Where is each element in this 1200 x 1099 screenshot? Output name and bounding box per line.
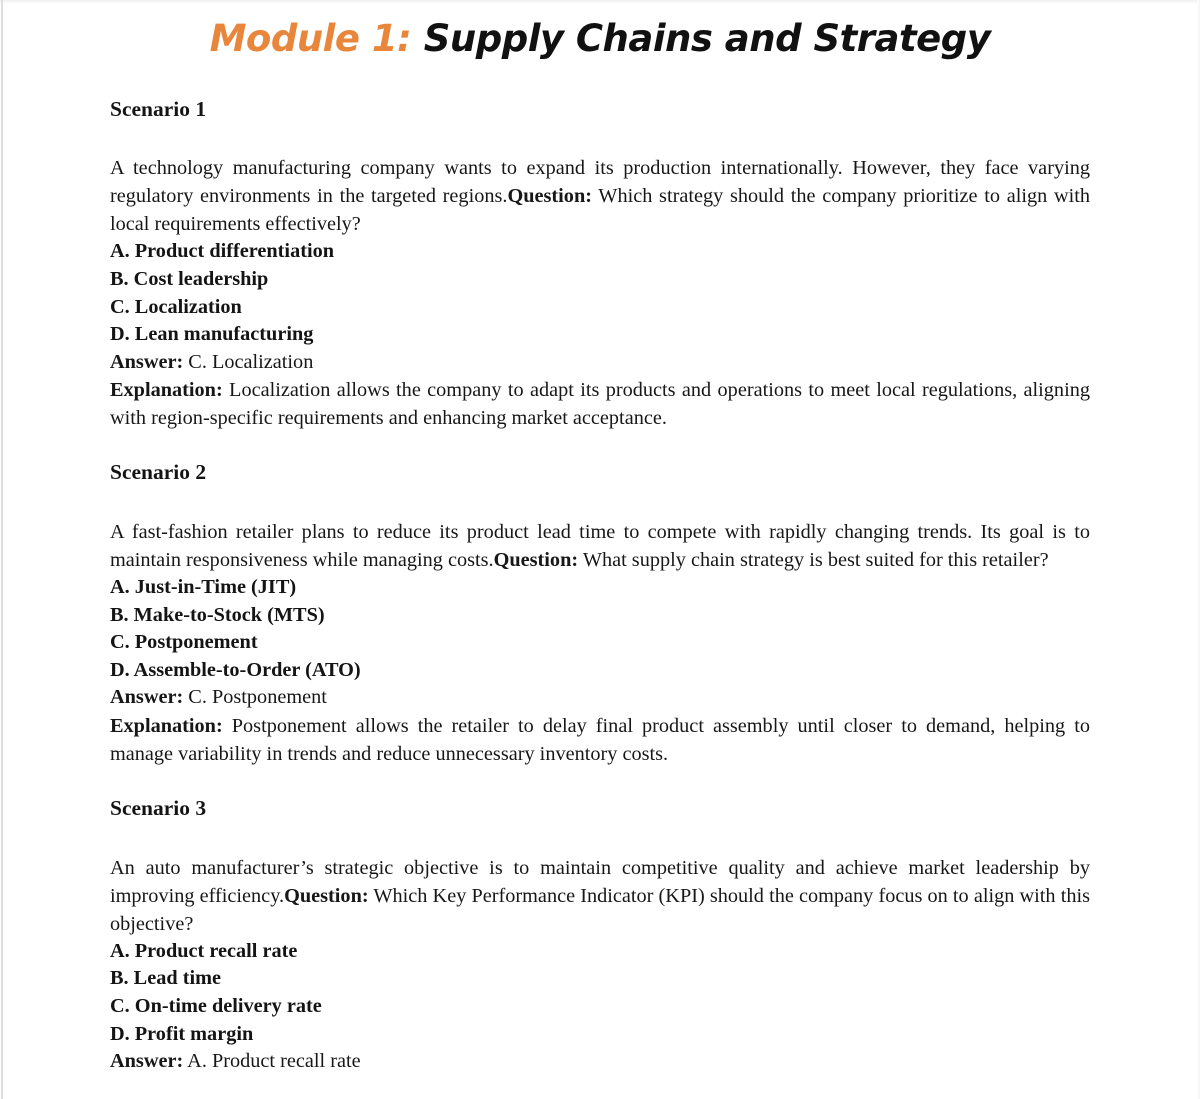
prompt-text-2: A fast-fashion retailer plans to reduce its product lead time to compete with rapidly changing trends. Its goal is to maintain responsiveness while managing costs. — [110, 521, 1090, 572]
question-text-2: What supply chain strategy is best suited for this retailer? — [578, 549, 1049, 572]
scenario-heading-1: Scenario 1 — [110, 96, 207, 121]
scenario-heading-2: Scenario 2 — [110, 460, 207, 485]
explanation-text-2: Postponement allows the retailer to delay final product assembly until closer to demand, helping to manage variability in trends and reduce unnecessary inventory costs. — [110, 715, 1090, 766]
page-left-edge — [1, 0, 3, 1099]
scenario-block-3 — [110, 768, 1090, 1076]
scenario-prompt-3 — [110, 854, 1090, 938]
explanation-text-1: Localization allows the company to adapt its products and operations to meet local regulations, aligning with region-specific requirements and enhancing market acceptance. — [110, 379, 1090, 430]
option-2-d[interactable]: D. Assemble-to-Order (ATO) — [110, 658, 361, 681]
document-content — [110, 0, 1090, 1099]
answer-label-2: Answer: — [110, 686, 184, 709]
option-1-c[interactable]: C. Localization — [110, 295, 242, 318]
option-1-b[interactable]: B. Cost leadership — [110, 267, 269, 290]
answer-line-2 — [110, 684, 1090, 712]
question-text-3: Which Key Performance Indicator (KPI) should the company focus on to align with this objective? — [110, 884, 1090, 935]
question-label-1: Question: — [507, 185, 592, 208]
option-1-a[interactable]: A. Product differentiation — [110, 240, 335, 263]
scenario-prompt-1 — [110, 154, 1090, 238]
title-main-text: Supply Chains and Strategy — [411, 17, 991, 60]
option-2-c[interactable]: C. Postponement — [110, 631, 258, 654]
option-3-a[interactable]: A. Product recall rate — [110, 939, 298, 962]
option-3-d[interactable]: D. Profit margin — [110, 1022, 254, 1045]
scenario-block-2 — [110, 432, 1090, 768]
option-3-b[interactable]: B. Lead time — [110, 967, 221, 990]
page-title — [110, 18, 1090, 61]
question-text-1: Which strategy should the company prioritize to align with local requirements effectively? — [110, 185, 1091, 236]
question-label-3: Question: — [284, 884, 369, 907]
explanation-label-2: Explanation: — [110, 715, 223, 738]
question-label-2: Question: — [493, 549, 579, 572]
option-3-c[interactable]: C. On-time delivery rate — [110, 995, 322, 1018]
scenario-prompt-2 — [110, 518, 1090, 574]
answer-value-1: C. Localization — [183, 350, 314, 373]
answer-line-3 — [110, 1048, 1090, 1076]
option-2-a[interactable]: A. Just-in-Time (JIT) — [110, 576, 297, 599]
prompt-text-3: An auto manufacturer’s strategic objective is to maintain competitive quality and achieve market leadership by improving efficiency. — [110, 856, 1090, 907]
answer-label-3: Answer: — [110, 1050, 184, 1073]
scenario-block-1 — [110, 61, 1090, 433]
explanation-label-1: Explanation: — [110, 379, 223, 402]
answer-value-2: C. Postponement — [183, 686, 327, 709]
option-2-b[interactable]: B. Make-to-Stock (MTS) — [110, 603, 325, 626]
answer-label-1: Answer: — [110, 350, 184, 373]
scenario-heading-3: Scenario 3 — [110, 796, 207, 821]
prompt-text-1: A technology manufacturing company wants to expand its production internationally. However, they face varying regulatory environments in the targeted regions. — [110, 157, 1090, 208]
option-1-d[interactable]: D. Lean manufacturing — [110, 323, 314, 346]
explanation-1 — [110, 376, 1090, 432]
answer-line-1 — [110, 349, 1090, 377]
answer-value-3: A. Product recall rate — [183, 1050, 361, 1073]
title-module-prefix: Module 1: — [209, 17, 412, 60]
explanation-2 — [110, 712, 1090, 768]
